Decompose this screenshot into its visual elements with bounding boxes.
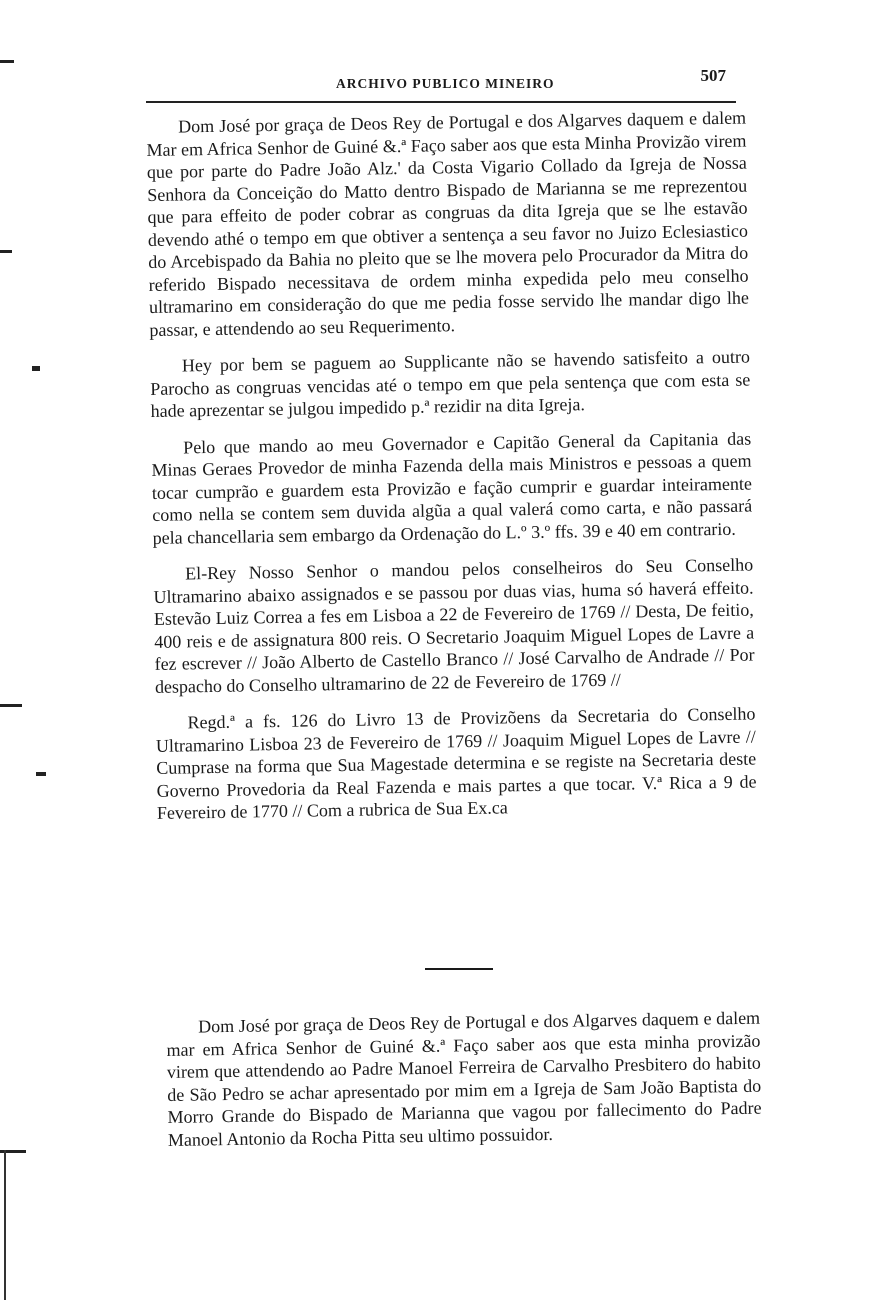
- section-divider: [425, 968, 493, 970]
- scan-mark: [32, 366, 40, 371]
- scan-mark: [0, 704, 22, 707]
- scan-mark: [0, 60, 14, 63]
- running-title: ARCHIVO PUBLICO MINEIRO: [336, 76, 555, 91]
- header-rule: [146, 101, 736, 103]
- scan-edge-line: [4, 1150, 6, 1300]
- page-number: 507: [700, 66, 726, 85]
- paragraph-4: El-Rey Nosso Senhor o mandou pelos conselheiros do Seu Conselho Ultramarino abaixo assignados e se passou por duas vias, huma só haverá effeito. Estevão Luiz Correa a fes em Lisboa a 22 de Fevereiro de 1769 // Desta, De feitio, 400 reis e de assignatura 800 reis. O Secretario Joaquim Miguel Lopes de Lavre a fez escrever // João Alberto de Castello Branco // José Carvalho de Andrade // Por despacho do Conselho ultramarino de 22 de Fevereiro de 1769 //: [153, 554, 755, 697]
- page-header: [146, 66, 736, 96]
- scan-mark: [36, 772, 46, 776]
- paragraph-6: Dom José por graça de Deos Rey de Portugal e dos Algarves daquem e dalem mar em Africa Senhor de Guiné &.ª Faço saber aos que esta minha provizão virem que attendendo ao Padre Manoel Ferreira de Carvalho Presbitero do habito de São Pedro se achar apresentado por mim em a Igreja de Sam João Baptista do Morro Grande do Bispado de Marianna que vagou por fallecimento do Padre Manoel Antonio da Rocha Pitta seu ultimo possuidor.: [166, 1007, 762, 1150]
- paragraph-2: Hey por bem se paguem ao Supplicante não se havendo satisfeito a outro Parocho as congruas vencidas até o tempo em que pela sentença que com esta se hade aprezentar se julgou impedido p.ª rezidir na dita Igreja.: [150, 346, 751, 421]
- first-document-text: [146, 107, 757, 839]
- paragraph-5: Regd.ª a fs. 126 do Livro 13 de Provizõens da Secretaria do Conselho Ultramarino Lisboa 23 de Fevereiro de 1769 // Joaquim Miguel Lopes de Lavre // Cumprase na forma que Sua Magestade determina e se registe na Secretaria deste Governo Provedoria da Real Fazenda e mais partes a que tocar. V.ª Rica a 9 de Fevereiro de 1770 // Com a rubrica de Sua Ex.ca: [155, 703, 757, 823]
- paragraph-1: Dom José por graça de Deos Rey de Portugal e dos Algarves daquem e dalem Mar em Africa Senhor de Guiné &.ª Faço saber aos que esta Minha Provizão virem que por parte do Padre João Alz.' da Costa Vigario Collado da Igreja de Nossa Senhora da Conceição do Matto dentro Bispado de Marianna se me reprezentou que para effeito de poder cobrar as congruas da dita Igreja que se lhe estavão devendo athé o tempo em que obtiver a sentença a seu favor no Juizo Eclesiastico do Arcebispado da Bahia no pleito que se lhe movera pelo Procurador da Mitra do referido Bispado necessitava de ordem minha expedida pelo meu conselho ultramarino em consideração do que me pedia fosse servido lhe mandar digo lhe passar, e attendendo ao seu Requerimento.: [146, 107, 750, 340]
- second-document-text: [166, 1007, 762, 1151]
- scan-mark: [0, 250, 12, 253]
- paragraph-3: Pelo que mando ao meu Governador e Capitão General da Capitania das Minas Geraes Provedor de minha Fazenda della mais Ministros e pessoas a quem tocar cumprão e guardem esta Provizão e fação cumprir e guardar inteiramente como nella se contem sem duvida algũa a qual valerá como carta, e não passará pela chancellaria sem embargo da Ordenação do L.º 3.º ffs. 39 e 40 em contrario.: [151, 428, 753, 548]
